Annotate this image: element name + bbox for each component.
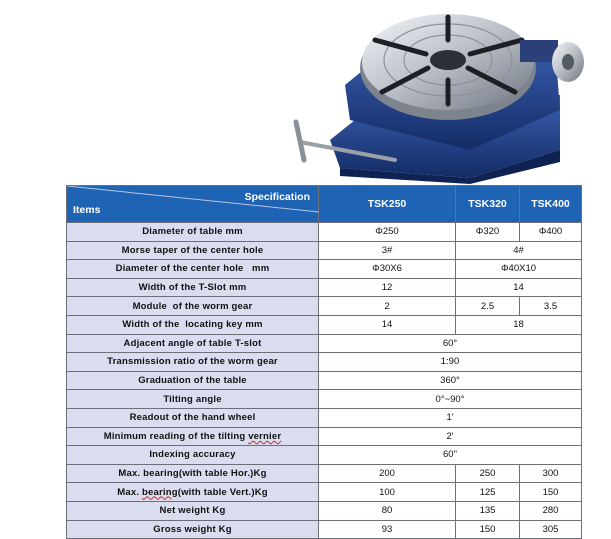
model-header-tsk400: TSK400 [520,186,582,223]
cell-value: 100 [319,483,456,502]
cell-value: 3# [319,241,456,260]
table-row [67,260,582,279]
cell-value: 12 [319,278,456,297]
table-row [67,315,582,334]
row-label: Indexing accuracy [67,446,319,465]
cell-value: 93 [319,520,456,539]
model-header-tsk250: TSK250 [319,186,456,223]
cell-value: 125 [456,483,520,502]
table-row [67,241,582,260]
table-row [67,483,582,502]
cell-value: Φ320 [456,223,520,242]
row-label: Width of the T-Slot mm [67,278,319,297]
cell-value: 305 [520,520,582,539]
table-row [67,408,582,427]
table-row [67,464,582,483]
row-label: Readout of the hand wheel [67,408,319,427]
specification-label: Specification [244,191,310,203]
row-label: Gross weight Kg [67,520,319,539]
cell-value: 2.5 [456,297,520,316]
cell-value: 60" [319,446,582,465]
cell-value: Φ400 [520,223,582,242]
row-label: Module of the worm gear [67,297,319,316]
table-row [67,446,582,465]
cell-value: 360° [319,371,582,390]
cell-value: Φ30X6 [319,260,456,279]
row-label: Graduation of the table [67,371,319,390]
cell-value: 14 [319,315,456,334]
cell-value: 2 [319,297,456,316]
table-row [67,223,582,242]
cell-value: 150 [520,483,582,502]
table-row [67,520,582,539]
row-label-text: Max. [117,486,142,498]
row-label: Width of the locating key mm [67,315,319,334]
row-label: Max. bearing(with table Hor.)Kg [67,464,319,483]
row-label: Transmission ratio of the worm gear [67,353,319,372]
cell-value: 300 [520,464,582,483]
cell-value: 280 [520,501,582,520]
rotary-table-photo [0,0,611,184]
cell-value: 80 [319,501,456,520]
table-row [67,501,582,520]
cell-value: 1' [319,408,582,427]
table-row [67,334,582,353]
header-row [67,186,582,223]
table-row [67,278,582,297]
cell-value: Φ250 [319,223,456,242]
header-corner-cell [67,186,319,223]
cell-value: 4# [456,241,582,260]
table-row [67,427,582,446]
cell-value: 0°~90° [319,390,582,409]
row-label: Diameter of table mm [67,223,319,242]
cell-value: 60° [319,334,582,353]
specification-table [66,185,582,539]
cell-value: 3.5 [520,297,582,316]
row-label: Adjacent angle of table T-slot [67,334,319,353]
cell-value: Φ40X10 [456,260,582,279]
cell-value: 250 [456,464,520,483]
cell-value: 135 [456,501,520,520]
table-row [67,297,582,316]
cell-value: 2' [319,427,582,446]
table-row [67,353,582,372]
items-label: Items [73,204,101,216]
row-label-text: (with table Vert.)Kg [177,486,268,498]
cell-value: 14 [456,278,582,297]
model-header-tsk320: TSK320 [456,186,520,223]
cell-value: 150 [456,520,520,539]
table-row [67,371,582,390]
row-label-underlined-word: bearing [142,486,178,498]
row-label-text: Minimum reading of the tilting [103,430,249,442]
row-label: Morse taper of the center hole [67,241,319,260]
row-label: Net weight Kg [67,501,319,520]
cell-value: 200 [319,464,456,483]
cell-value: 18 [456,315,582,334]
table-row [67,390,582,409]
row-label: Diameter of the center hole mm [67,260,319,279]
row-label-underlined-word: vernier [248,430,282,442]
row-label: Tilting angle [67,390,319,409]
row-label [67,427,319,446]
row-label [67,483,319,502]
cell-value: 1:90 [319,353,582,372]
